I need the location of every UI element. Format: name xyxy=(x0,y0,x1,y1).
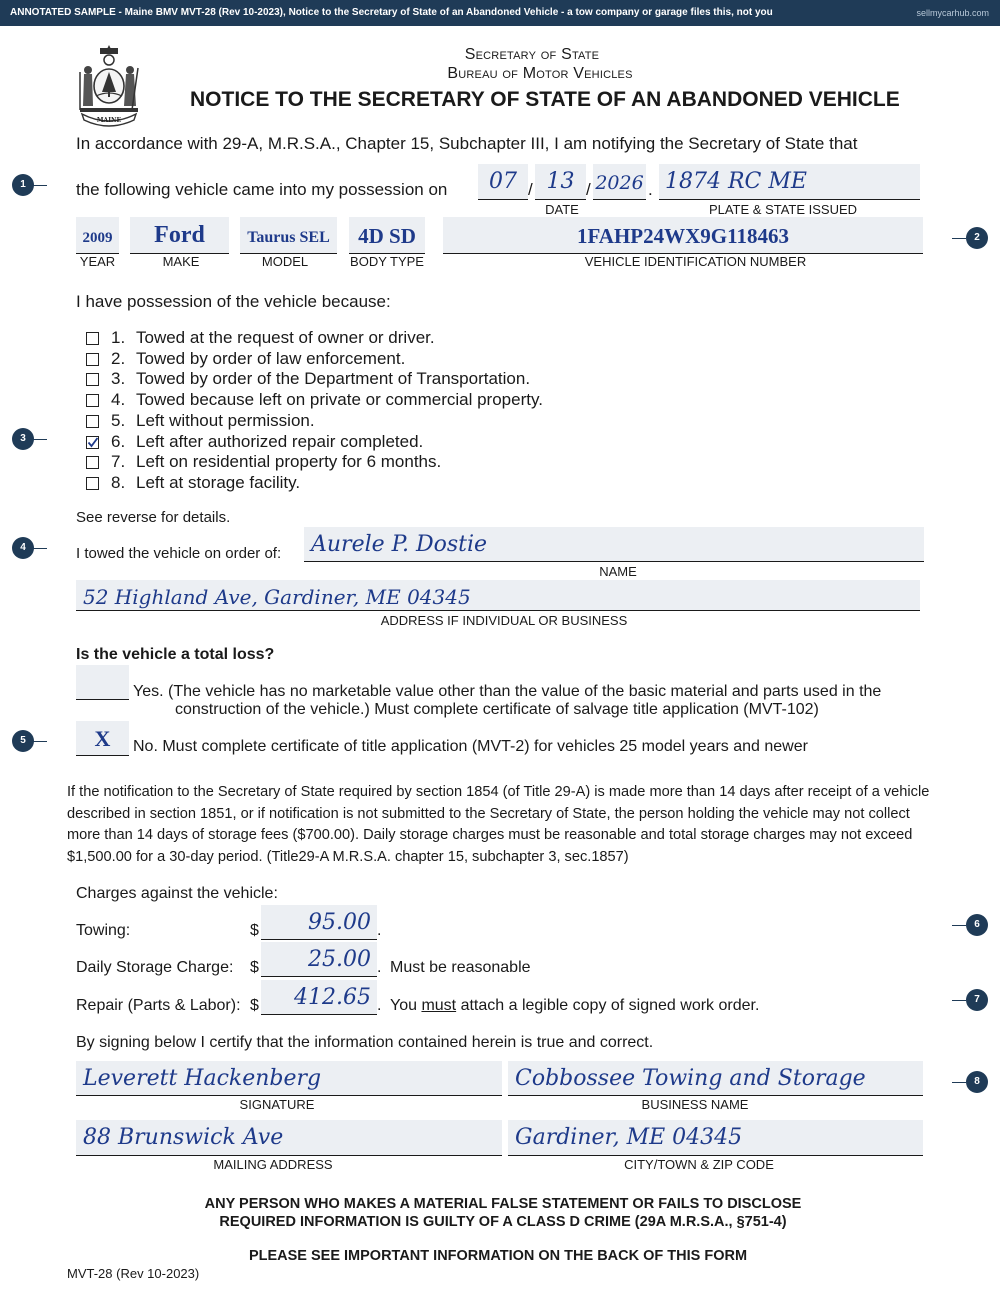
banner-site-link[interactable]: sellmycarhub.com xyxy=(916,8,989,18)
signature-value: Leverett Hackenberg xyxy=(83,1066,322,1091)
reason-text: Left on residential property for 6 months. xyxy=(136,452,442,472)
total-loss-no-text: No. Must complete certificate of title application (MVT-2) for vehicles 25 model years and newer xyxy=(133,738,808,755)
business-name-value: Cobbossee Towing and Storage xyxy=(515,1066,866,1091)
intro-line-2: the following vehicle came into my possession on xyxy=(76,180,448,199)
repair-note-must: must xyxy=(421,997,457,1014)
date-day-field[interactable] xyxy=(535,164,586,200)
marker-leader-line xyxy=(33,185,47,186)
reason-number: 3. xyxy=(111,369,126,389)
vehicle-make-label: MAKE xyxy=(162,254,200,269)
towed-by-address-field[interactable] xyxy=(76,580,920,611)
repair-note-post: attach a legible copy of signed work order. xyxy=(456,997,760,1014)
reason-number: 2. xyxy=(111,348,126,368)
towing-period: . xyxy=(377,922,382,939)
vehicle-make-value: Ford xyxy=(154,222,205,248)
total-loss-no-field[interactable] xyxy=(76,721,129,756)
form-title: NOTICE TO THE SECRETARY OF STATE OF AN ABANDONED VEHICLE xyxy=(190,88,900,111)
towing-currency: $ xyxy=(250,922,259,939)
annotation-marker-2: 2 xyxy=(966,227,988,249)
charges-heading: Charges against the vehicle: xyxy=(76,885,278,902)
plate-label: PLATE & STATE ISSUED xyxy=(708,202,858,217)
reason-number: 4. xyxy=(111,390,126,410)
annotation-marker-5: 5 xyxy=(12,730,34,752)
top-banner xyxy=(0,0,1000,26)
date-year-value: 2026 xyxy=(595,172,644,194)
marker-leader-line xyxy=(33,741,47,742)
total-loss-yes-mark xyxy=(76,665,129,670)
total-loss-no-mark: X xyxy=(94,726,111,751)
date-year-field[interactable] xyxy=(593,164,646,200)
signature-field[interactable] xyxy=(76,1061,502,1096)
annotation-marker-7: 7 xyxy=(966,989,988,1011)
vin-value: 1FAHP24WX9G118463 xyxy=(577,224,789,248)
date-month-value: 07 xyxy=(489,169,517,194)
date-separator: / xyxy=(528,180,533,199)
reason-number: 5. xyxy=(111,410,126,430)
repair-label: Repair (Parts & Labor): xyxy=(76,997,241,1014)
towed-by-address-label: ADDRESS IF INDIVIDUAL OR BUSINESS xyxy=(380,613,628,628)
reason-text: Towed at the request of owner or driver. xyxy=(136,328,435,347)
reason-checkbox[interactable] xyxy=(86,415,99,428)
warning-line: ANY PERSON WHO MAKES A MATERIAL FALSE STATEMENT OR FAILS TO DISCLOSE xyxy=(204,1196,802,1212)
vehicle-make-field[interactable] xyxy=(130,217,229,254)
plate-field[interactable] xyxy=(659,164,920,200)
annotation-marker-8: 8 xyxy=(966,1071,988,1093)
mailing-address-label: MAILING ADDRESS xyxy=(213,1157,333,1172)
marker-leader-line xyxy=(952,238,966,239)
reason-text: Left after authorized repair completed. xyxy=(136,431,424,451)
checkmark-icon xyxy=(86,436,99,449)
towed-by-name-field[interactable] xyxy=(304,527,924,562)
city-zip-field[interactable] xyxy=(508,1120,923,1156)
vehicle-year-label: YEAR xyxy=(79,254,116,269)
mailing-address-field[interactable] xyxy=(76,1120,502,1156)
business-name-field[interactable] xyxy=(508,1061,923,1096)
reason-checkbox[interactable] xyxy=(86,394,99,407)
vehicle-model-field[interactable] xyxy=(240,217,337,254)
notice-line: more than 14 days of storage fees ($700.00). Daily storage charges must be reasonable and total storage charges may not exceed xyxy=(67,827,913,843)
vehicle-body-type-value: 4D SD xyxy=(358,224,416,248)
marker-leader-line xyxy=(33,548,47,549)
signature-label: SIGNATURE xyxy=(239,1097,315,1112)
storage-period: . xyxy=(377,959,382,976)
repair-note xyxy=(390,997,759,1015)
total-loss-yes-text-cont: construction of the vehicle.) Must complete certificate of salvage title application (MVT-102) xyxy=(175,701,819,718)
reasons-heading: I have possession of the vehicle because: xyxy=(76,292,391,311)
mailing-address-value: 88 Brunswick Ave xyxy=(83,1125,284,1150)
marker-leader-line xyxy=(33,439,47,440)
date-separator: / xyxy=(586,180,591,199)
vehicle-body-type-label: BODY TYPE xyxy=(350,254,424,269)
vehicle-model-value: Taurus SEL xyxy=(247,229,330,246)
reason-checkbox[interactable] xyxy=(86,332,99,345)
false-statement-warning xyxy=(0,1195,1000,1231)
reason-number: 7. xyxy=(111,452,126,472)
reason-checkbox[interactable] xyxy=(86,353,99,366)
annotation-marker-1: 1 xyxy=(12,174,34,196)
reason-text: Left without permission. xyxy=(136,410,315,430)
storage-note: Must be reasonable xyxy=(390,959,531,976)
vehicle-body-type-field[interactable] xyxy=(349,217,425,254)
reason-checkbox[interactable] xyxy=(86,456,99,469)
towed-by-address-value: 52 Highland Ave, Gardiner, ME 04345 xyxy=(83,585,471,609)
vehicle-year-value: 2009 xyxy=(82,230,113,246)
annotation-marker-4: 4 xyxy=(12,537,34,559)
reason-checkbox[interactable] xyxy=(86,436,99,449)
plate-value: 1874 RC ME xyxy=(665,169,807,194)
warning-line: REQUIRED INFORMATION IS GUILTY OF A CLASS D CRIME (29A M.R.S.A., §751-4) xyxy=(219,1214,787,1230)
notice-line: If the notification to the Secretary of State required by section 1854 (of Title 29-A) is made more than 14 days after receipt of a vehicle xyxy=(67,784,930,800)
total-loss-yes-text: Yes. (The vehicle has no marketable value other than the value of the basic material and parts used in the xyxy=(133,683,882,700)
date-month-field[interactable] xyxy=(478,164,528,200)
annotation-marker-6: 6 xyxy=(966,914,988,936)
reasons-footnote: See reverse for details. xyxy=(76,509,231,526)
reason-text: Left at storage facility. xyxy=(136,472,301,492)
reason-text: Towed by order of the Department of Transportation. xyxy=(136,369,531,389)
certify-text: By signing below I certify that the information contained herein is true and correct. xyxy=(76,1034,654,1051)
reason-number: 6. xyxy=(111,431,126,451)
towing-label: Towing: xyxy=(76,922,131,939)
reason-checkbox[interactable] xyxy=(86,477,99,490)
annotation-marker-3: 3 xyxy=(12,428,34,450)
city-zip-label: CITY/TOWN & ZIP CODE xyxy=(624,1157,774,1172)
reason-text: Towed by order of law enforcement. xyxy=(136,348,406,368)
city-zip-value: Gardiner, ME 04345 xyxy=(515,1125,743,1150)
date-label: DATE xyxy=(545,202,579,217)
vehicle-year-field[interactable] xyxy=(76,217,119,254)
towing-charge-value: 95.00 xyxy=(308,910,371,935)
total-loss-question: Is the vehicle a total loss? xyxy=(76,646,275,663)
total-loss-yes-field[interactable] xyxy=(76,665,129,700)
vehicle-model-label: MODEL xyxy=(261,254,309,269)
reason-text: Towed because left on private or commercial property. xyxy=(136,390,543,410)
back-info-notice: PLEASE SEE IMPORTANT INFORMATION ON THE BACK OF THIS FORM xyxy=(248,1248,748,1264)
repair-charge-value: 412.65 xyxy=(294,985,371,1010)
vin-label: VEHICLE IDENTIFICATION NUMBER xyxy=(584,254,807,269)
marker-leader-line xyxy=(952,1000,966,1001)
towed-by-label: I towed the vehicle on order of: xyxy=(76,545,282,562)
storage-charge-field[interactable] xyxy=(261,942,377,977)
banner-title: ANNOTATED SAMPLE - Maine BMV MVT-28 (Rev 10-2023), Notice to the Secretary of State of an Abandoned Vehicle - a tow company or garage files this, not you xyxy=(10,7,773,18)
reason-number: 8. xyxy=(111,472,126,492)
header-line-1: Secretary of State xyxy=(464,46,600,63)
marker-leader-line xyxy=(952,925,966,926)
storage-fee-notice xyxy=(67,782,977,868)
form-id: MVT-28 (Rev 10-2023) xyxy=(67,1266,200,1281)
intro-line-1: In accordance with 29-A, M.R.S.A., Chapter 15, Subchapter III, I am notifying the Secretary of State that xyxy=(76,134,858,153)
repair-period: . xyxy=(377,997,382,1014)
storage-currency: $ xyxy=(250,959,259,976)
reason-checkbox[interactable] xyxy=(86,373,99,386)
towed-by-name-label: NAME xyxy=(599,564,637,579)
storage-label: Daily Storage Charge: xyxy=(76,959,234,976)
storage-charge-value: 25.00 xyxy=(308,947,371,972)
notice-line: $1,500.00 for a 30-day period. (Title29-A M.R.S.A. chapter 15, subchapter 3, sec.1857) xyxy=(67,848,629,865)
date-day-value: 13 xyxy=(546,169,575,194)
towed-by-name-value: Aurele P. Dostie xyxy=(311,532,488,557)
date-period: . xyxy=(648,180,653,199)
repair-currency: $ xyxy=(250,997,259,1014)
marker-leader-line xyxy=(952,1082,966,1083)
reason-number: 1. xyxy=(111,328,126,347)
vin-field[interactable] xyxy=(443,217,923,254)
notice-line: described in section 1851, or if notification is not submitted to the Secretary of State, the person holding the vehicle may not collect xyxy=(67,805,910,822)
svg-text:MAINE: MAINE xyxy=(96,117,122,124)
repair-note-pre: You xyxy=(390,997,422,1014)
header-line-2: Bureau of Motor Vehicles xyxy=(447,65,633,82)
repair-charge-field[interactable] xyxy=(261,980,377,1015)
business-name-label: BUSINESS NAME xyxy=(641,1097,749,1112)
towing-charge-field[interactable] xyxy=(261,905,377,940)
